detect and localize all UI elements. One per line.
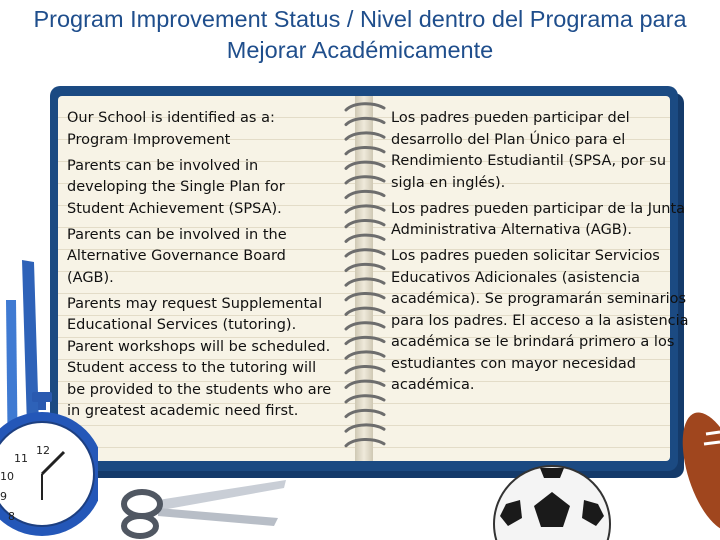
spiral-ring	[346, 352, 384, 358]
spiral-ring	[346, 294, 384, 300]
spiral-ring	[346, 381, 384, 387]
spiral-ring	[346, 425, 384, 431]
spanish-paragraph: Los padres pueden participar de la Junta Administrativa Alternativa (AGB).	[391, 200, 686, 238]
slide-title: Program Improvement Status / Nivel dentro del Programa para Mejorar Académicamente	[33, 6, 687, 63]
clock-numeral-9: 9	[0, 490, 7, 503]
spiral-ring	[346, 264, 384, 270]
spiral-ring	[346, 177, 384, 183]
spanish-text-column	[391, 108, 696, 401]
spiral-ring	[346, 308, 384, 314]
spiral-ring	[346, 410, 384, 416]
spiral-ring	[346, 104, 384, 110]
spiral-ring	[346, 396, 384, 402]
english-paragraph: Parents may request Supplemental Educational Services (tutoring). Parent workshops will be scheduled. Student access to the tutoring will be provided to the students who are in greatest academic need first.	[67, 295, 332, 419]
clock-numeral-12: 12	[36, 444, 50, 457]
spiral-ring	[346, 235, 384, 241]
spiral-ring	[346, 337, 384, 343]
spanish-paragraph: Los padres pueden participar del desarrollo del Plan Único para el Rendimiento Estudiantil (SPSA, por su sigla en inglés).	[391, 110, 667, 191]
clock-numeral-10: 10	[0, 470, 14, 483]
spiral-ring	[346, 440, 384, 446]
soccer-ball-icon	[492, 452, 612, 540]
spiral-binding-icon	[340, 100, 390, 460]
english-paragraph: Parents can be involved in developing the Single Plan for Student Achievement (SPSA).	[67, 157, 285, 217]
spanish-paragraph: Los padres pueden solicitar Servicios Educativos Adicionales (asistencia académica). Se programarán seminarios para los padres. El acceso a la asistencia académica se le brindará primero a los estudiantes con mayor necesidad académica.	[391, 248, 689, 393]
spiral-ring	[346, 191, 384, 197]
spiral-ring	[346, 323, 384, 329]
clock-numeral-11: 11	[14, 452, 28, 465]
english-paragraph: Our School is identified as a: Program Improvement	[67, 110, 275, 148]
spiral-ring	[346, 206, 384, 212]
spiral-ring	[346, 279, 384, 285]
scissors-icon	[118, 478, 288, 540]
english-text-column	[67, 108, 332, 427]
spiral-ring	[346, 133, 384, 139]
spiral-ring	[346, 148, 384, 154]
spiral-ring	[346, 367, 384, 373]
clock-numeral-8: 8	[8, 510, 15, 523]
spiral-ring	[346, 221, 384, 227]
spiral-ring	[346, 250, 384, 256]
spiral-ring	[346, 162, 384, 168]
football-icon	[668, 380, 720, 540]
english-paragraph: Parents can be involved in the Alternative Governance Board (AGB).	[67, 226, 287, 286]
spiral-ring	[346, 118, 384, 124]
